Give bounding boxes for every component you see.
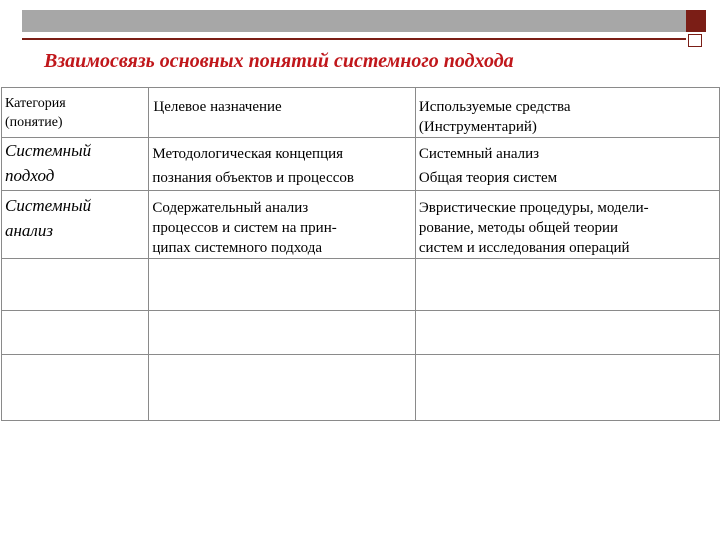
table-row (2, 138, 720, 191)
cell-line: рование, методы общей теории (418, 220, 619, 236)
cell-line: Системный анализ (418, 146, 540, 162)
cell-line: Системный (5, 141, 92, 160)
header-tools (415, 88, 719, 138)
header-tools-line: (Инструментарий) (418, 119, 537, 135)
empty-cell (2, 259, 149, 311)
header-gray-bar (22, 10, 686, 32)
cell-line: систем и исследования операций (418, 240, 630, 256)
empty-cell (149, 355, 416, 421)
cell-line: анализ (5, 221, 53, 240)
cell-line: процессов и систем на прин- (152, 220, 337, 236)
empty-cell (149, 311, 416, 355)
header-filled-square (686, 10, 706, 32)
cell-line: Системный (5, 196, 92, 215)
header-category (2, 88, 149, 138)
header-outlined-square (688, 34, 702, 47)
header-purpose-line: Целевое назначение (153, 99, 282, 115)
row-tools (415, 191, 719, 259)
empty-cell (415, 259, 719, 311)
empty-row (2, 259, 720, 311)
row-tools (415, 138, 719, 191)
cell-line: ципах системного подхода (152, 240, 322, 256)
header-tools-line: Используемые средства (418, 99, 571, 115)
cell-line: Методологическая концепция (152, 146, 344, 162)
row-purpose (149, 191, 416, 259)
cell-line: познания объектов и процессов (152, 170, 354, 186)
header-category-line: (понятие) (5, 115, 63, 130)
cell-line: Общая теория систем (418, 170, 558, 186)
cell-line: Содержательный анализ (152, 200, 309, 216)
empty-cell (149, 259, 416, 311)
empty-row (2, 355, 720, 421)
header-purpose (149, 88, 416, 138)
cell-line: Эвристические процедуры, модели- (418, 200, 649, 216)
empty-row (2, 311, 720, 355)
empty-cell (415, 355, 719, 421)
empty-cell (2, 311, 149, 355)
cell-line: подход (5, 166, 55, 185)
row-category (2, 191, 149, 259)
row-purpose (149, 138, 416, 191)
empty-cell (415, 311, 719, 355)
table-row (2, 191, 720, 259)
table-header-row (2, 88, 720, 138)
empty-cell (2, 355, 149, 421)
concepts-table (1, 87, 720, 421)
header-underline (22, 38, 686, 40)
header-category-line: Категория (5, 96, 66, 111)
slide-title: Взаимосвязь основных понятий системного подхода (44, 50, 514, 72)
slide-header-decoration (22, 10, 706, 40)
row-category (2, 138, 149, 191)
